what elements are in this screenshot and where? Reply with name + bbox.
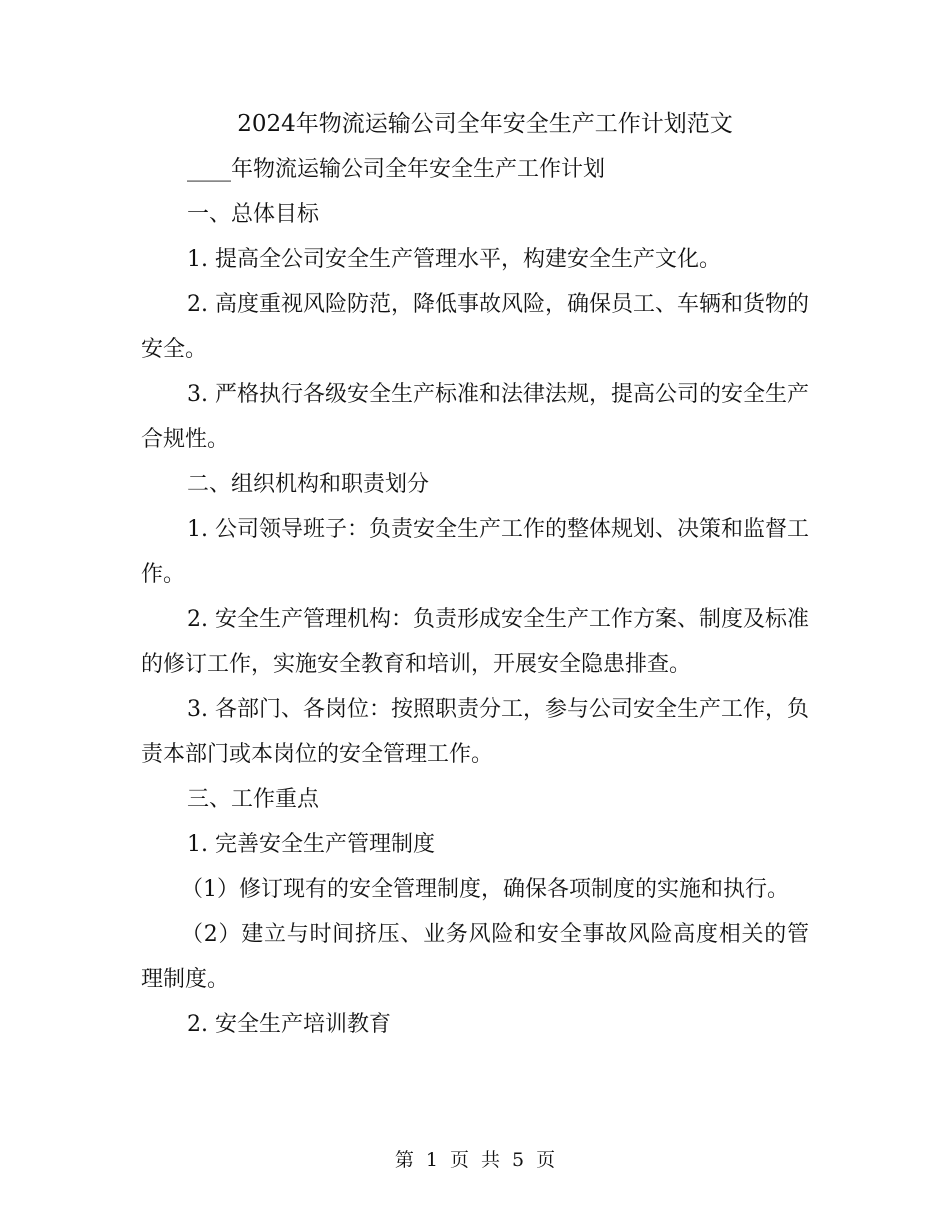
section-heading-organization: 二、组织机构和职责划分: [187, 472, 430, 497]
paragraph-focus-1-item-2: （2）建立与时间挤压、业务风险和安全事故风险高度相关的管理制度。: [141, 922, 809, 992]
paragraph-focus-1-item-1: （1）修订现有的安全管理制度，确保各项制度的实施和执行。: [181, 877, 789, 902]
document-body: [141, 102, 809, 1047]
paragraph-focus-2: 2. 安全生产培训教育: [187, 1012, 391, 1037]
paragraph-org-1: 1. 公司领导班子：负责安全生产工作的整体规划、决策和监督工作。: [141, 517, 809, 587]
section-heading-focus: 三、工作重点: [187, 787, 320, 812]
section-heading-goals: 一、总体目标: [187, 202, 320, 227]
paragraph-focus-1: 1. 完善安全生产管理制度: [187, 832, 435, 857]
paragraph-plan-heading: ____年物流运输公司全年安全生产工作计划: [187, 157, 606, 182]
paragraph-goal-1: 1. 提高全公司安全生产管理水平，构建安全生产文化。: [187, 247, 721, 272]
paragraph-goal-3: 3. 严格执行各级安全生产标准和法律法规，提高公司的安全生产合规性。: [141, 382, 809, 452]
paragraph-org-3: 3. 各部门、各岗位：按照职责分工，参与公司安全生产工作，负责本部门或本岗位的安全管理工作。: [141, 697, 809, 767]
paragraph-goal-2: 2. 高度重视风险防范，降低事故风险，确保员工、车辆和货物的安全。: [141, 292, 809, 362]
page-number-footer: 第 1 页 共 5 页: [394, 1149, 556, 1171]
paragraph-org-2: 2. 安全生产管理机构：负责形成安全生产工作方案、制度及标准的修订工作，实施安全教育和培训，开展安全隐患排查。: [141, 607, 809, 677]
document-title: 2024年物流运输公司全年安全生产工作计划范文: [237, 111, 733, 137]
